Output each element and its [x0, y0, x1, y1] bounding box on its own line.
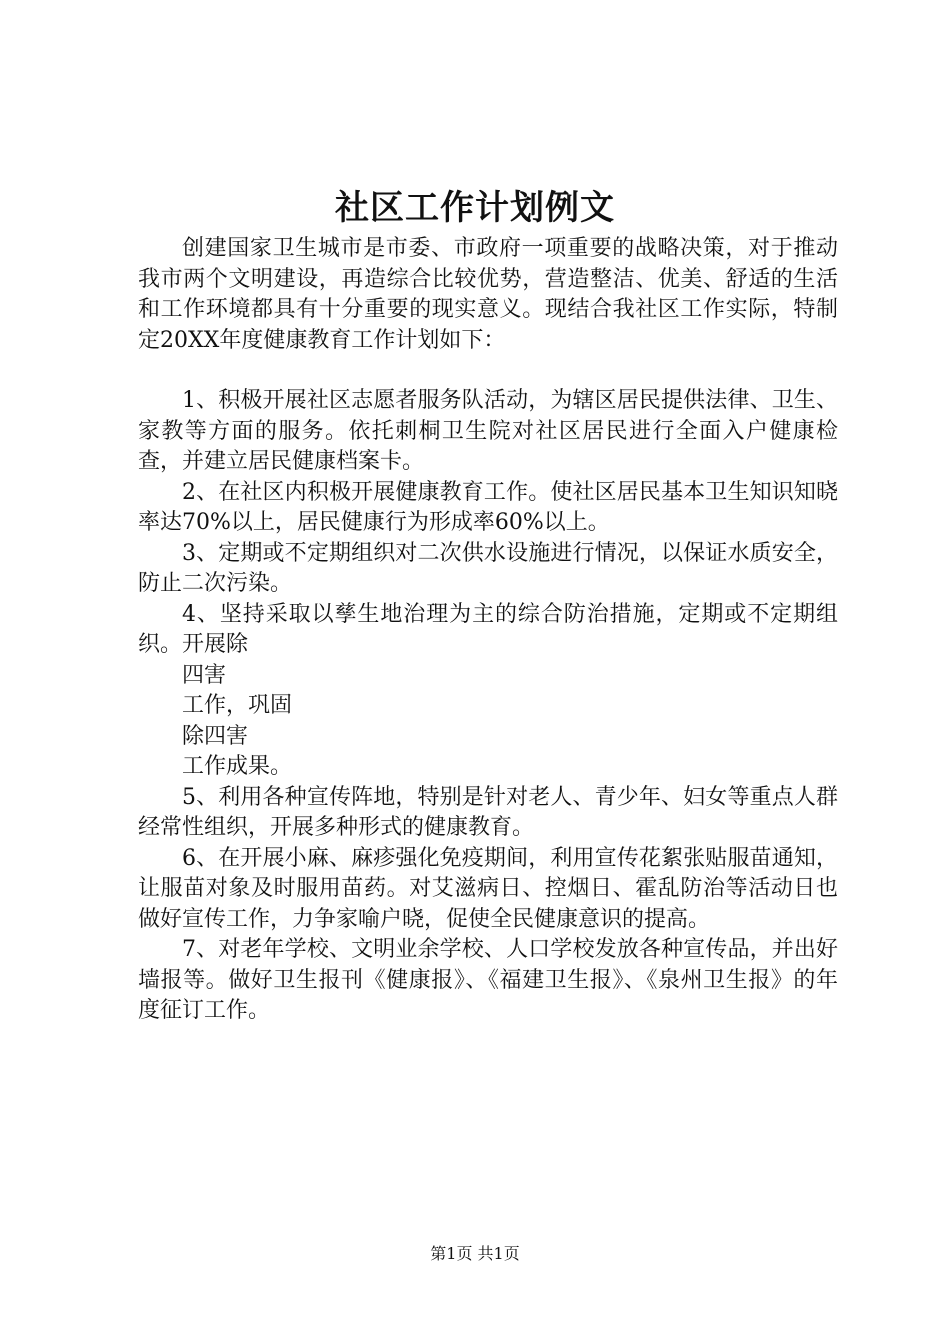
plan-item-5: 5、利用各种宣传阵地，特别是针对老人、青少年、妇女等重点人群经常性组织，开展多种形式的健康教育。 [138, 784, 838, 840]
plan-item-3: 3、定期或不定期组织对二次供水设施进行情况，以保证水质安全，防止二次污染。 [138, 540, 838, 596]
plan-item-7: 7、对老年学校、文明业余学校、人口学校发放各种宣传品，并出好墙报等。做好卫生报刊《健康报》、《福建卫生报》、《泉州卫生报》的年度征订工作。 [138, 937, 838, 1023]
plan-item-2: 2、在社区内积极开展健康教育工作。使社区居民基本卫生知识知晓率达70%以上，居民健康行为形成率60%以上。 [138, 479, 838, 535]
plan-item-1: 1、积极开展社区志愿者服务队活动，为辖区居民提供法律、卫生、家教等方面的服务。依托刺桐卫生院对社区居民进行全面入户健康检查，并建立居民健康档案卡。 [138, 388, 838, 474]
paragraph-gap [138, 356, 838, 386]
page-number-footer: 第1页 共1页 [430, 1244, 520, 1263]
fragment-line-4: 工作成果。 [182, 754, 293, 779]
document-body [138, 234, 838, 1027]
document-title: 社区工作计划例文 [335, 188, 615, 228]
fragment-line-1: 四害 [182, 662, 227, 688]
plan-item-4: 4、坚持采取以孳生地治理为主的综合防治措施，定期或不定期组织。开展除 [138, 601, 838, 657]
fragment-line-2: 工作，巩固 [182, 693, 293, 718]
fragment-line-3: 除四害 [182, 723, 249, 749]
plan-item-6: 6、在开展小麻、麻疹强化免疫期间，利用宣传花絮张贴服苗通知，让服苗对象及时服用苗药。对艾滋病日、控烟日、霍乱防治等活动日也做好宣传工作，力争家喻户晓，促使全民健康意识的提高。 [138, 845, 838, 932]
intro-paragraph: 创建国家卫生城市是市委、市政府一项重要的战略决策，对于推动我市两个文明建设，再造综合比较优势，营造整洁、优美、舒适的生活和工作环境都具有十分重要的现实意义。现结合我社区工作实际，特制定20XX年度健康教育工作计划如下： [138, 236, 838, 353]
